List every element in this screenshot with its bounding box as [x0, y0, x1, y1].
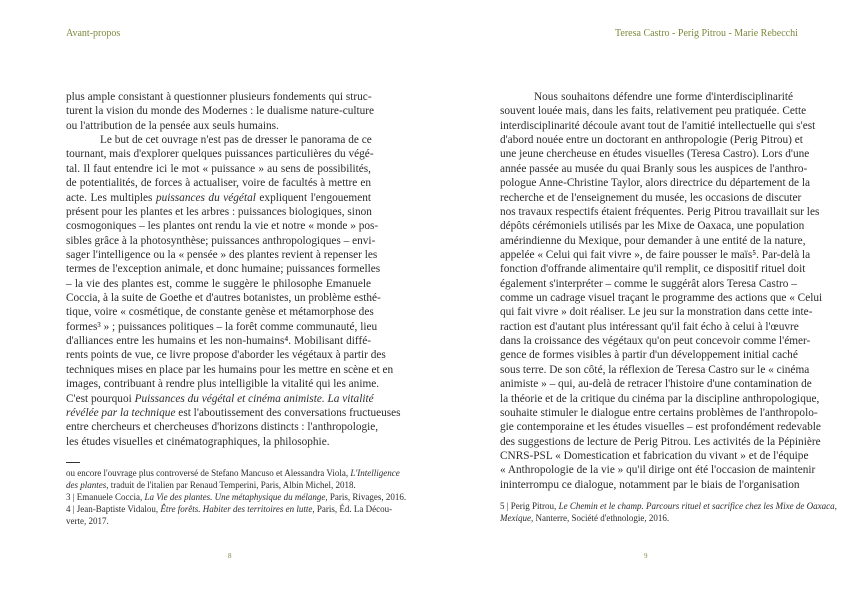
body-line [66, 104, 375, 118]
text-segment: , Paris, Rivages, 2016. [325, 492, 407, 502]
text-segment: ininterrompu ce dialogue, notamment par le biais de l'organisation [500, 478, 800, 491]
body-line [500, 392, 820, 406]
body-line [66, 191, 371, 205]
body-line [66, 406, 401, 420]
italic-text: Puissances du végétal et cinéma animiste. La vitalité [134, 392, 374, 405]
footnote-line [66, 491, 407, 503]
text-segment: turent la vision du monde des Modernes : le dualisme nature-culture [66, 105, 375, 118]
body-line [66, 147, 374, 161]
text-segment: entre chercheurs et chercheuses d'horizons distincts : l'anthropologie, [66, 421, 379, 434]
body-line [500, 334, 811, 348]
body-line [500, 248, 811, 262]
left-page-body [66, 90, 401, 449]
italic-text: révélée par la technique [66, 406, 176, 419]
body-line [66, 176, 371, 190]
text-segment: dans la croissance des végétaux qu'on peut concevoir comme l'émer- [500, 335, 811, 348]
body-line [66, 262, 381, 276]
body-line [500, 363, 810, 377]
body-line [66, 435, 371, 449]
text-segment: la théorie et de la critique du cinéma par la discipline anthropologique, [500, 392, 820, 405]
body-line [500, 377, 812, 391]
text-segment: C'est pourquoi [66, 392, 135, 405]
text-segment: Le but de cet ouvrage n'est pas de dresser le panorama de ce [100, 134, 372, 147]
italic-text: puissances du végétal [155, 191, 256, 204]
footnote-line [66, 515, 368, 527]
text-segment: également s'interpréter – comme le suggérât alors Teresa Castro – [500, 277, 797, 290]
body-line [500, 320, 799, 334]
body-line [66, 392, 374, 406]
text-segment: 4 | Jean-Baptiste Vidalou, [66, 504, 161, 514]
body-line [500, 90, 793, 104]
text-segment: Nous souhaitons défendre une forme d'interdisciplinarité [534, 91, 793, 103]
text-segment: année passée au musée du quai Branly sous les auspices de l'anthro- [500, 162, 808, 175]
text-segment: sager l'intelligence ou la « pensée » des plantes revient à repenser les [66, 248, 378, 261]
text-segment: d'abord nouée entre un doctorant en anthropologie (Perig Pitrou) et [500, 134, 803, 147]
italic-text: L'Intelligence [350, 468, 400, 478]
body-line [500, 205, 820, 219]
text-segment: nos travaux respectifs étaient fréquentes. Perig Pitrou travaillait sur les [500, 205, 820, 218]
text-segment: formes³ » ; puissances politiques – la forêt comme communauté, lieu [66, 320, 378, 333]
body-line [66, 90, 371, 104]
body-line [500, 435, 821, 449]
body-line [66, 305, 374, 319]
text-segment: CNRS-PSL « Domestication et fabrication du vivant » et de l'équipe [500, 449, 809, 462]
text-segment: « Anthropologie de la vie » qu'il dirige ont été l'occasion de maintenir [500, 464, 816, 477]
text-segment: recherche et de l'enseignement du musée, les occasions de discuter [500, 191, 802, 204]
body-line [66, 133, 371, 147]
text-segment: fonction d'offrande alimentaire qu'il remplit, ce dispositif rituel doit [500, 263, 806, 276]
text-segment: plus ample consistant à questionner plusieurs fondements qui struc- [66, 91, 372, 103]
body-line [66, 320, 378, 334]
text-segment: gie contemporaine et les études visuelles – est profondément redevable [500, 421, 821, 434]
body-line [500, 133, 803, 147]
body-line [500, 262, 806, 276]
body-line [66, 420, 379, 434]
text-segment: interdisciplinarité découle avant tout de l'amitié intellectuelle qui s'est [500, 119, 816, 132]
body-line [500, 277, 797, 291]
footnote-line [66, 503, 393, 515]
page-number-left: 8 [228, 552, 232, 560]
footnote-line [500, 512, 800, 524]
text-segment: appelée « Celui qui fait vivre », de faire pousser le maïs⁵. Par-delà la [500, 248, 811, 261]
body-line [66, 277, 371, 291]
footnote-line [66, 467, 400, 479]
body-line [66, 377, 380, 391]
text-segment: acte. Les multiples [66, 191, 156, 204]
text-segment: images, contribuant à rendre plus intelligible la vitalité qui les anime. [66, 378, 380, 391]
text-segment: de potentialités, de forces à actualiser, voire de facultés à mettre en [66, 177, 371, 190]
text-segment: dépôts cérémoniels utilisés par les Mixe de Oaxaca, une population [500, 220, 805, 233]
text-segment: tournant, mais d'explorer quelques puissances particulières du végé- [66, 148, 374, 161]
body-line [500, 420, 821, 434]
text-segment: est l'aboutissement des conversations fructueuses [175, 406, 401, 419]
body-line [500, 305, 813, 319]
text-segment: , Paris, Éd. La Décou- [312, 504, 393, 514]
body-line [66, 334, 371, 348]
text-segment: expliquent l'engouement [255, 191, 371, 204]
text-segment: Coccia, à la suite de Goethe et d'autres botanistes, un problème esthé- [66, 292, 381, 305]
right-page-footnotes [500, 500, 837, 524]
text-segment: cosmogoniques – les plantes ont rendu la vie et notre « monde » pos- [66, 220, 379, 233]
text-segment: des suggestions de lecture de Perig Pitrou. Les activités de la Pépinière [500, 435, 821, 448]
body-line [66, 119, 371, 133]
text-segment: une jeune chercheuse en études visuelles (Teresa Castro). Lors d'une [500, 148, 810, 161]
text-segment: – la vie des plantes est, comme le suggère le philosophe Emanuele [66, 277, 371, 290]
text-segment: pologue Anne-Christine Taylor, alors directrice du département de la [500, 177, 811, 190]
italic-text: Être forêts. Habiter des territoires en lutte [160, 504, 313, 514]
text-segment: souhaite stimuler le dialogue entre certains problèmes de l'anthropolo- [500, 406, 818, 419]
body-line [66, 234, 376, 248]
body-line [66, 363, 394, 377]
italic-text: Mexique [500, 513, 531, 523]
text-segment: d'alliances entre les humains et les non-humains⁴. Mobilisant diffé- [66, 335, 371, 348]
text-segment: ou encore l'ouvrage plus controversé de Stefano Mancuso et Alessandra Viola, [66, 468, 351, 478]
body-line [66, 348, 386, 362]
italic-text: Le Chemin et le champ. Parcours rituel et sacrifice chez les Mixe de Oaxaca, [558, 501, 837, 511]
body-line [66, 291, 381, 305]
body-line [500, 463, 816, 477]
body-line [66, 248, 378, 262]
body-line [500, 176, 811, 190]
text-segment: gence de formes visibles à partir d'un développement initial caché [500, 349, 798, 362]
body-line [500, 104, 807, 118]
footnote-line [500, 500, 837, 512]
body-line [500, 119, 816, 133]
body-line [66, 162, 371, 176]
body-line [500, 449, 809, 463]
text-segment: animiste » – qui, au-delà de retracer l'histoire d'une contamination de [500, 378, 812, 391]
footnote-rule [66, 462, 80, 463]
text-segment: tal. Il faut entendre ici le mot « puissance » au sens de possibilités, [66, 162, 371, 175]
running-header-left: Avant-propos [66, 28, 121, 39]
body-line [66, 219, 379, 233]
text-segment: 3 | Emanuele Coccia, [66, 492, 145, 502]
text-segment: souvent louée mais, dans les faits, relativement peu pratiquée. Cette [500, 105, 807, 118]
text-segment: rents points de vue, ce livre propose d'aborder les végétaux à partir des [66, 349, 386, 362]
footnote-line [66, 479, 368, 491]
page-number-right: 9 [644, 552, 648, 560]
text-segment: ou l'attribution de la pensée aux seuls humains. [66, 119, 279, 132]
body-line [500, 219, 805, 233]
body-line [500, 191, 802, 205]
text-segment: les études visuelles et cinématographiques, la philosophie. [66, 435, 330, 448]
text-segment: comme un cadrage visuel traçant le programme des actions que « Celui [500, 292, 823, 305]
running-header-right: Teresa Castro - Perig Pitrou - Marie Rebecchi [615, 28, 798, 39]
text-segment: sous terre. De son côté, la réflexion de Teresa Castro sur le « cinéma [500, 363, 810, 376]
text-segment: tique, voire « cosmétique, de constante genèse et métamorphose des [66, 306, 374, 319]
text-segment: , traduit de l'italien par Renaud Temperini, Paris, Albin Michel, 2018. [106, 480, 356, 490]
body-line [500, 478, 800, 492]
body-line [500, 147, 810, 161]
text-segment: techniques mises en place par les humains pour les mettre en scène et en [66, 363, 394, 376]
left-page-footnotes [66, 467, 407, 527]
text-segment: termes de l'exception animale, et donc humaine; puissances formelles [66, 263, 381, 276]
text-segment: , Nanterre, Société d'ethnologie, 2016. [530, 513, 670, 523]
body-line [500, 348, 798, 362]
body-line [500, 162, 808, 176]
text-segment: présent pour les plantes et les arbres : puissances biologiques, sinon [66, 205, 372, 218]
right-page-body [500, 90, 823, 492]
text-segment: qui fait vivre » doit réaliser. Le jeu sur la monstration dans cette inte- [500, 306, 813, 319]
text-segment: 5 | Perig Pitrou, [500, 501, 559, 511]
text-segment: amérindienne du Mexique, pour demander à une entité de la nature, [500, 234, 806, 247]
text-segment: sibles grâce à la photosynthèse; puissances anthropologiques – envi- [66, 234, 376, 247]
italic-text: des plantes [66, 480, 107, 490]
body-line [500, 406, 818, 420]
text-segment: verte, 2017. [66, 516, 109, 526]
text-segment: raction est d'autant plus intéressant qu'il fait écho à celui à l'œuvre [500, 320, 799, 333]
italic-text: La Vie des plantes. Une métaphysique du mélange [144, 492, 326, 502]
body-line [66, 205, 371, 219]
body-line [500, 291, 823, 305]
body-line [500, 234, 806, 248]
